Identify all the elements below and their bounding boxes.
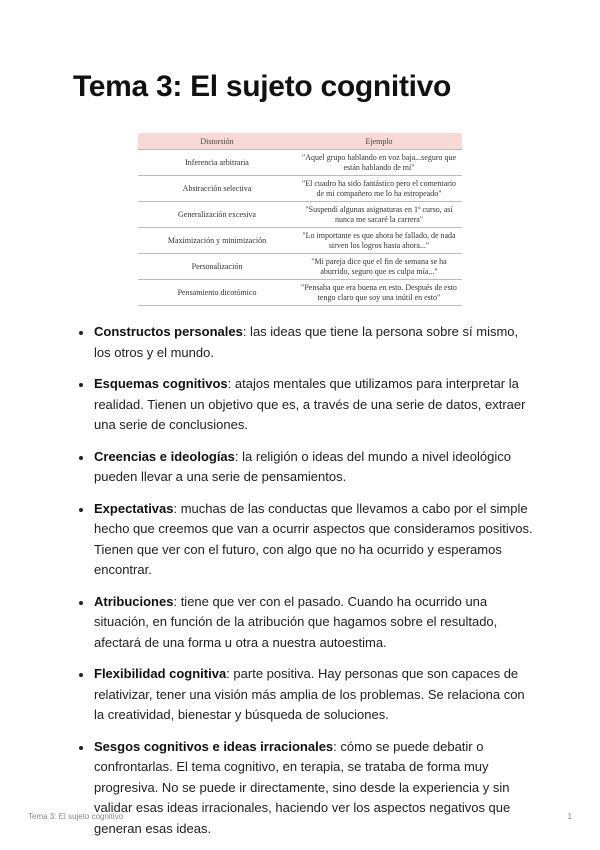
table-cell-example: "Suspendí algunas asignaturas en 1º curso, así nunca me sacaré la carrera": [296, 202, 462, 228]
column-header-distortion: Distorsión: [138, 133, 296, 150]
list-item-text: : cómo se puede debatir o confrontarlas. El tema cognitivo, en terapia, se trataba de forma muy progresiva. No se puede ir directamente, sino desde la experiencia y sin validar esas ideas irracionales, haciendo ver los aspectos negativos que generan esas ideas.: [94, 738, 511, 836]
table-cell-example: "Mi pareja dice que el fin de semana se ha aburrido, seguro que es culpa mía...": [296, 254, 462, 280]
table-cell-example: "Aquel grupo hablando en voz baja...seguro que están hablando de mí": [296, 150, 462, 176]
list-item-term: Sesgos cognitivos e ideas irracionales: [94, 738, 334, 754]
concept-list: [76, 322, 536, 850]
table-row: [138, 150, 462, 176]
list-item-term: Flexibilidad cognitiva: [94, 666, 227, 681]
table-row: [138, 280, 462, 306]
table-row: [138, 228, 462, 254]
list-item-text: : las ideas que tiene la persona sobre sí mismo, los otros y el mundo.: [94, 324, 519, 360]
list-item: [76, 447, 536, 488]
list-item-term: Expectativas: [94, 500, 174, 516]
list-item: [76, 664, 536, 726]
table-cell-example: "Lo importante es que ahora he fallado, de nada sirven los logros hasta ahora...": [296, 228, 462, 254]
list-item: [76, 499, 536, 581]
table-row: [138, 254, 462, 280]
table-cell-example: "Pensaba que era buena en esto. Después de esto tengo claro que soy una inútil en esto": [296, 280, 462, 306]
column-header-example: Ejemplo: [296, 133, 462, 150]
table-cell-example: "El cuadro ha sido fantástico pero el comentario de mi compañero me lo ha estropeado": [296, 176, 462, 202]
table-cell-distortion: Pensamiento dicotómico: [138, 280, 296, 306]
table-cell-distortion: Abstracción selectiva: [138, 176, 296, 202]
page-title: Tema 3: El sujeto cognitivo: [73, 70, 452, 103]
list-item-term: Constructos personales: [94, 324, 243, 339]
table-cell-distortion: Maximización y minimización: [138, 228, 296, 254]
list-item-text: : atajos mentales que utilizamos para interpretar la realidad. Tienen un objetivo que es, a través de una serie de datos, extraer una serie de conclusiones.: [94, 376, 526, 432]
list-item-term: Esquemas cognitivos: [94, 376, 228, 391]
list-item-text: : parte positiva. Hay personas que son capaces de relativizar, tener una visión más amplia de los problemas. Se relaciona con la creatividad, bienestar y búsqueda de soluciones.: [94, 666, 525, 722]
list-item-text: : la religión o ideas del mundo a nivel ideológico pueden llevar a una serie de pensamientos.: [94, 448, 511, 484]
list-item: [76, 737, 536, 840]
list-item: [76, 374, 536, 436]
table-cell-distortion: Generalización excesiva: [138, 202, 296, 228]
table-header-row: [138, 133, 462, 150]
list-item-text: : muchas de las conductas que llevamos a cabo por el simple hecho que creemos que van a ocurrir aspectos que consideramos positivos. Tienen que ver con el futuro, con algo que no ha ocurrido y esperamos encontrar.: [94, 500, 533, 577]
list-item-text: : tiene que ver con el pasado. Cuando ha ocurrido una situación, en función de la atribución que hagamos sobre el resultado, afectará de una forma u otra a nuestra autoestima.: [94, 593, 498, 650]
list-item: [76, 592, 536, 654]
list-item-term: Creencias e ideologías: [94, 448, 235, 464]
table-row: [138, 176, 462, 202]
table-cell-distortion: Inferencia arbitraria: [138, 150, 296, 176]
footer-page-number: 1: [567, 812, 572, 821]
table-cell-distortion: Personalización: [138, 254, 296, 280]
table-row: [138, 202, 462, 228]
list-item: [76, 322, 536, 363]
distortions-table: [138, 133, 462, 306]
list-item-term: Atribuciones: [94, 593, 174, 609]
footer-document-title: Tema 3: El sujeto cognitivo: [28, 812, 124, 821]
